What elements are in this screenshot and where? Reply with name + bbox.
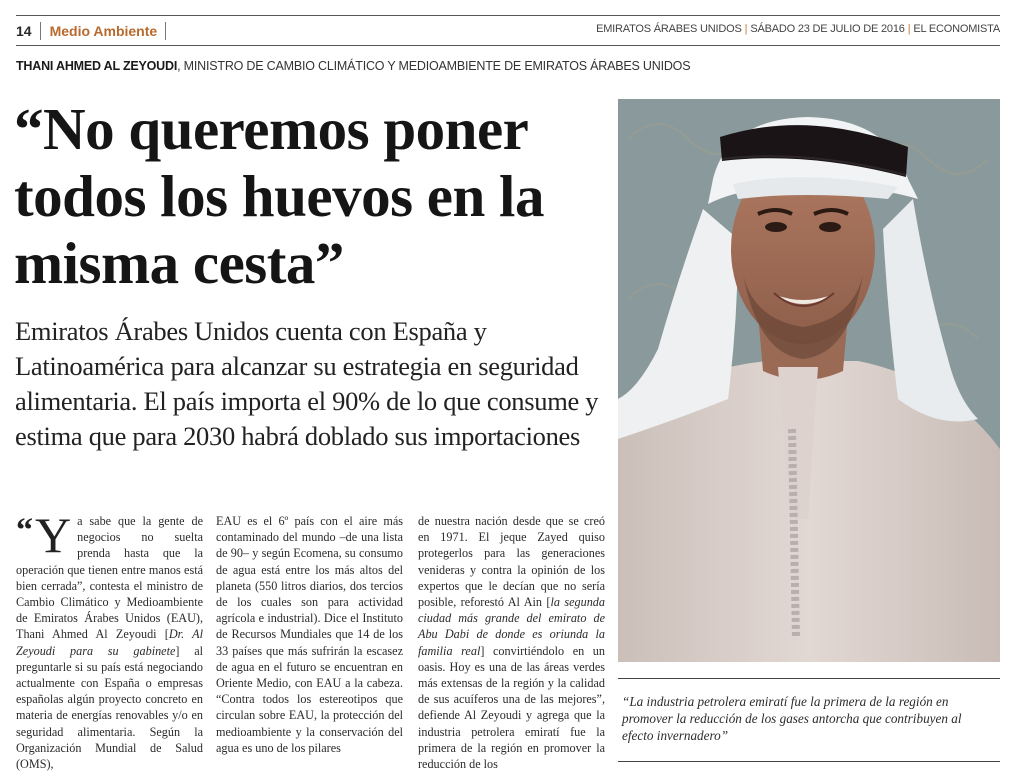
page-number: 14 [16,22,41,40]
portrait-photo [618,99,1000,662]
body-column-3 [418,513,605,772]
header-bottom-rule [16,45,1000,46]
body-column-1 [16,507,204,772]
body-text: EAU es el 6º país con el aire más contaminado del mundo –de una lista de 90– y según Ecomena, su consumo de agua está entre los más altos del planeta (550 litros diarios, dos tercios de los cuales son para actividad agrícola e industrial). Dice el Instituto de Recursos Mundiales que 14 de los 33 países que más sufrirán la escasez de agua en el futuro se encuentran en Oriente Medio, con EAU a la cabeza. “Contra todos los estereotipos que circulan sobre EAU, la protección del medioambiente y la conservación del agua es uno de los pilares [216,514,403,755]
masthead-separator: | [744,23,748,35]
body-text: ] al preguntarle si su país está negociando actualmente con España o empresas españolas algún proyecto concreto en materia de energías renovables y/o en seguridad alimentaria. Según la Organización Mundial de Salud (OMS), [16,643,204,772]
pull-quote-text: “La industria petrolera emiratí fue la primera de la región en promover la reducción de los gases antorcha que contribuyen al efecto invernadero” [622,694,962,743]
dropcap [16,507,72,563]
masthead-date: SÁBADO 23 DE JULIO DE 2016 [750,23,905,35]
dropcap-quote-mark: “ [16,512,33,549]
portrait-illustration [618,99,1000,662]
masthead-country: EMIRATOS ÁRABES UNIDOS [596,23,742,35]
masthead-publication: EL ECONOMISTA [913,23,1000,35]
byline [16,59,690,73]
byline-name: THANI AHMED AL ZEYOUDI [16,59,178,73]
masthead-separator: | [907,23,911,35]
body-column-2 [216,513,403,756]
dropcap-letter: Y [35,507,72,563]
byline-title: , MINISTRO DE CAMBIO CLIMÁTICO Y MEDIOAMBIENTE DE EMIRATOS ÁRABES UNIDOS [177,59,691,73]
body-italic-text: Dr. Al Zeyoudi para su gabinete [16,627,203,658]
body-text: a sabe que la gente de negocios no suelta prenda hasta que la operación que tienen entre manos está bien cerrada”, contesta el ministro de Cambio Climático y Medioambiente de Emiratos Árabes Unidos (EAU), Thani Ahmed Al Zeyoudi [ [16,514,203,642]
section-label: Medio Ambiente [41,22,167,40]
top-rule [16,15,1000,16]
headline: “No queremos poner todos los huevos en la misma cesta” [14,96,544,296]
pull-quote [618,678,1000,762]
deck-subheadline: Emiratos Árabes Unidos cuenta con España y Latinoamérica para alcanzar su estrategia en seguridad alimentaria. El país importa el 90% de lo que consume y estima que para 2030 habrá doblado sus importaciones [15,316,599,451]
masthead [596,23,1000,35]
body-italic-text: la segunda ciudad más grande del emirato de Abu Dabi de donde es oriunda la familia real [418,595,605,658]
body-text: ] convirtiéndolo en un oasis. Hoy es una de las áreas verdes más extensas de la región y la calidad de sus acuíferos una de las mejores”, defiende Al Zeyoudi y agrega que la industria petrolera emiratí fue la primera de la región en promover la reducción de los [418,643,605,772]
folio [16,19,166,43]
body-text: de nuestra nación desde que se creó en 1971. El jeque Zayed quiso protegerlos para las generaciones venideras y contra la opinión de los expertos que le decían que no sería posible, reforestó Al Ain [ [418,514,605,610]
